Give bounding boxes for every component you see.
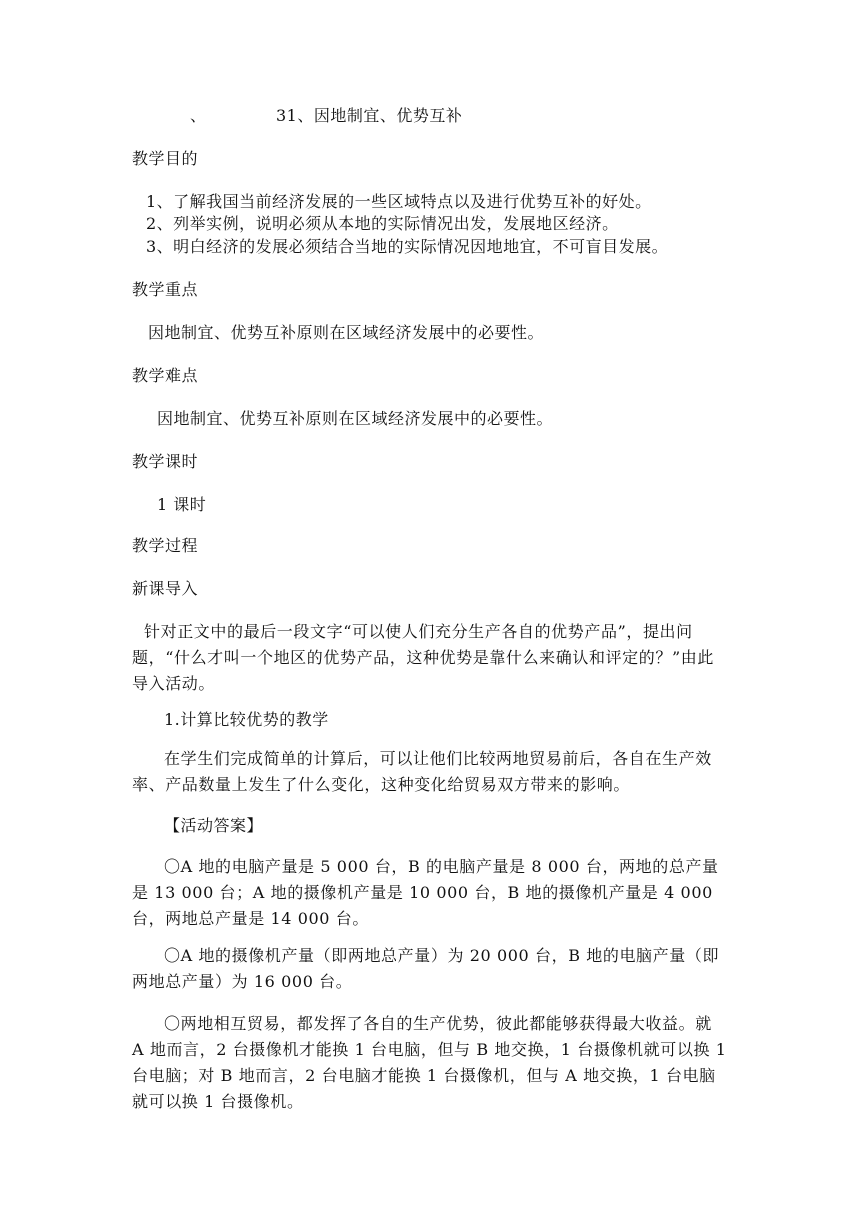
intro-heading: 新课导入 <box>132 579 199 598</box>
objective-item: 1、了解我国当前经济发展的一些区域特点以及进行优势互补的好处。 <box>146 192 652 211</box>
difficulty-text: 因地制宜、优势互补原则在区域经济发展中的必要性。 <box>157 409 554 428</box>
answer-item: 〇两地相互贸易，都发挥了各自的生产优势，彼此都能够获得最大收益。就 A 地而言，2 台摄像机才能换 1 台电脑，但与 B 地交换，1 台摄像机就可以换 1 台电脑；对 B 地而言，2 台电脑才能换 1 台摄像机，但与 A 地交换，1 台电脑就可以换 1 台摄像机。 <box>132 1014 727 1111</box>
page-title: 31、因地制宜、优势互补 <box>276 106 463 125</box>
answer-item: 〇A 地的电脑产量是 5 000 台，B 的电脑产量是 8 000 台，两地的总产量是 13 000 台；A 地的摄像机产量是 10 000 台，B 地的摄像机产量是 4 000 台，两地总产量是 14 000 台。 <box>132 857 719 928</box>
objective-item: 3、明白经济的发展必须结合当地的实际情况因地地宜，不可盲目发展。 <box>146 237 669 256</box>
hours-text: 1 课时 <box>157 495 207 514</box>
answer-item: 〇A 地的摄像机产量（即两地总产量）为 20 000 台，B 地的电脑产量（即两地总产量）为 16 000 台。 <box>132 946 720 991</box>
answer-heading: 【活动答案】 <box>164 816 264 835</box>
item1-heading: 1.计算比较优势的教学 <box>164 710 329 729</box>
objective-item: 2、列举实例，说明必须从本地的实际情况出发，发展地区经济。 <box>146 214 619 233</box>
key-text: 因地制宜、优势互补原则在区域经济发展中的必要性。 <box>148 323 545 342</box>
hours-heading: 教学课时 <box>132 452 199 471</box>
item1-text: 在学生们完成简单的计算后，可以让他们比较两地贸易前后，各自在生产效率、产品数量上发生了什么变化，这种变化给贸易双方带来的影响。 <box>132 749 712 794</box>
process-heading: 教学过程 <box>132 536 199 555</box>
intro-text: 针对正文中的最后一段文字“可以使人们充分生产各自的优势产品”，提出问题，“什么才叫一个地区的优势产品，这种优势是靠什么来确认和评定的？”由此导入活动。 <box>132 622 714 693</box>
key-heading: 教学重点 <box>132 280 199 299</box>
difficulty-heading: 教学难点 <box>132 366 199 385</box>
objectives-heading: 教学目的 <box>132 149 199 168</box>
title-mark: 、 <box>190 106 207 125</box>
